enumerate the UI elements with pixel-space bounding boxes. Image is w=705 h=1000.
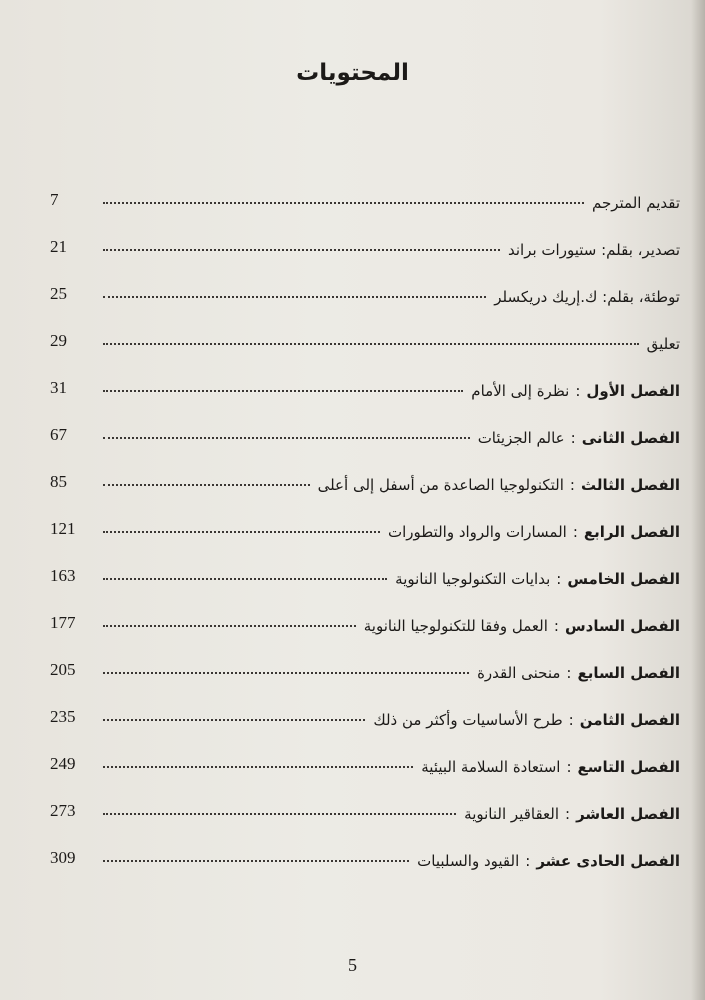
dot-leader	[103, 813, 456, 815]
chapter-separator: :	[556, 570, 562, 588]
toc-entry	[50, 282, 680, 329]
toc-page-number: 121	[50, 519, 76, 538]
dot-leader	[103, 437, 470, 439]
chapter-title: العقاقير النانوية	[464, 805, 560, 823]
chapter-separator: :	[569, 476, 575, 494]
chapter-separator: :	[553, 617, 559, 635]
chapter-title: القيود والسلبيات	[417, 852, 520, 870]
chapter-number: الفصل الثانى	[581, 429, 680, 447]
toc-entry	[50, 188, 680, 235]
toc-entry	[50, 235, 680, 282]
toc-entry	[50, 470, 680, 517]
toc-entry	[50, 376, 680, 423]
chapter-number: الفصل السابع	[577, 664, 680, 682]
toc-label	[388, 517, 680, 541]
toc-entry	[50, 658, 680, 705]
toc-label	[494, 282, 680, 306]
chapter-separator: :	[565, 805, 571, 823]
toc-label	[647, 329, 680, 353]
chapter-separator: :	[575, 382, 581, 400]
dot-leader	[103, 719, 365, 721]
toc-page-number: 85	[50, 472, 67, 491]
toc-entry	[50, 423, 680, 470]
chapter-separator: :	[566, 664, 572, 682]
page-title: المحتويات	[296, 60, 409, 86]
toc-entry	[50, 799, 680, 846]
chapter-separator: :	[525, 852, 531, 870]
toc-page-number: 25	[50, 284, 67, 303]
toc-label	[471, 376, 680, 400]
dot-leader	[103, 672, 469, 674]
chapter-title: منحنى القدرة	[477, 664, 561, 682]
chapter-number: الفصل التاسع	[577, 758, 680, 776]
toc-label	[464, 799, 680, 823]
toc-page-number: 309	[50, 848, 76, 867]
toc-label	[364, 611, 680, 635]
toc-entry	[50, 705, 680, 752]
chapter-number: الفصل الثالث	[580, 476, 680, 494]
page-number: 5	[348, 955, 357, 975]
toc-entry	[50, 752, 680, 799]
chapter-title: العمل وفقا للتكنولوجيا النانوية	[363, 617, 548, 635]
chapter-title: نظرة إلى الأمام	[471, 382, 570, 400]
dot-leader	[103, 202, 584, 204]
dot-leader	[103, 766, 413, 768]
dot-leader	[103, 578, 387, 580]
chapter-number: الفصل الرابع	[583, 523, 680, 541]
chapter-number: الفصل الثامن	[579, 711, 680, 729]
chapter-title: بدايات التكنولوجيا النانوية	[395, 570, 551, 588]
toc-label	[508, 235, 680, 259]
toc-label	[477, 658, 680, 682]
toc-page-number: 31	[50, 378, 67, 397]
toc-entry	[50, 329, 680, 376]
toc-label	[478, 423, 680, 447]
toc-page-number: 177	[50, 613, 76, 632]
dot-leader	[103, 249, 500, 251]
dot-leader	[103, 296, 486, 298]
chapter-title: التكنولوجيا الصاعدة من أسفل إلى أعلى	[317, 476, 564, 494]
toc-page-number: 249	[50, 754, 76, 773]
dot-leader	[103, 860, 409, 862]
toc-page-number: 235	[50, 707, 76, 726]
chapter-title: عالم الجزيئات	[477, 429, 565, 447]
spine-shadow	[691, 0, 705, 1000]
toc-label	[417, 846, 680, 870]
table-of-contents	[50, 188, 680, 893]
chapter-number: الفصل الخامس	[567, 570, 680, 588]
chapter-title: توطئة، بقلم: ك.إريك دريكسلر	[494, 288, 680, 306]
dot-leader	[103, 343, 639, 345]
chapter-number: الفصل الحادى عشر	[536, 852, 680, 870]
toc-label	[421, 752, 680, 776]
dot-leader	[103, 625, 356, 627]
toc-page-number: 29	[50, 331, 67, 350]
toc-page-number: 7	[50, 190, 59, 209]
dot-leader	[103, 484, 310, 486]
chapter-separator: :	[566, 758, 572, 776]
dot-leader	[103, 390, 463, 392]
toc-entry	[50, 846, 680, 893]
chapter-title: تعليق	[646, 335, 680, 353]
toc-page-number: 205	[50, 660, 76, 679]
chapter-number: الفصل العاشر	[576, 805, 680, 823]
chapter-separator: :	[568, 711, 574, 729]
chapter-title: طرح الأساسيات وأكثر من ذلك	[373, 711, 563, 729]
toc-label	[395, 564, 680, 588]
toc-entry	[50, 517, 680, 564]
chapter-number: الفصل الأول	[586, 382, 680, 400]
toc-label	[592, 188, 680, 212]
chapter-title: تقديم المترجم	[591, 194, 680, 212]
toc-page-number: 21	[50, 237, 67, 256]
toc-page-number: 67	[50, 425, 67, 444]
chapter-title: استعادة السلامة البيئية	[421, 758, 561, 776]
toc-entry	[50, 564, 680, 611]
toc-label	[373, 705, 680, 729]
chapter-separator: :	[570, 429, 576, 447]
toc-page-number: 273	[50, 801, 76, 820]
chapter-number: الفصل السادس	[564, 617, 680, 635]
chapter-title: المسارات والرواد والتطورات	[387, 523, 567, 541]
chapter-separator: :	[572, 523, 578, 541]
dot-leader	[103, 531, 380, 533]
toc-label	[318, 470, 680, 494]
toc-page-number: 163	[50, 566, 76, 585]
toc-entry	[50, 611, 680, 658]
chapter-title: تصدير، بقلم: ستيورات براند	[508, 241, 680, 259]
